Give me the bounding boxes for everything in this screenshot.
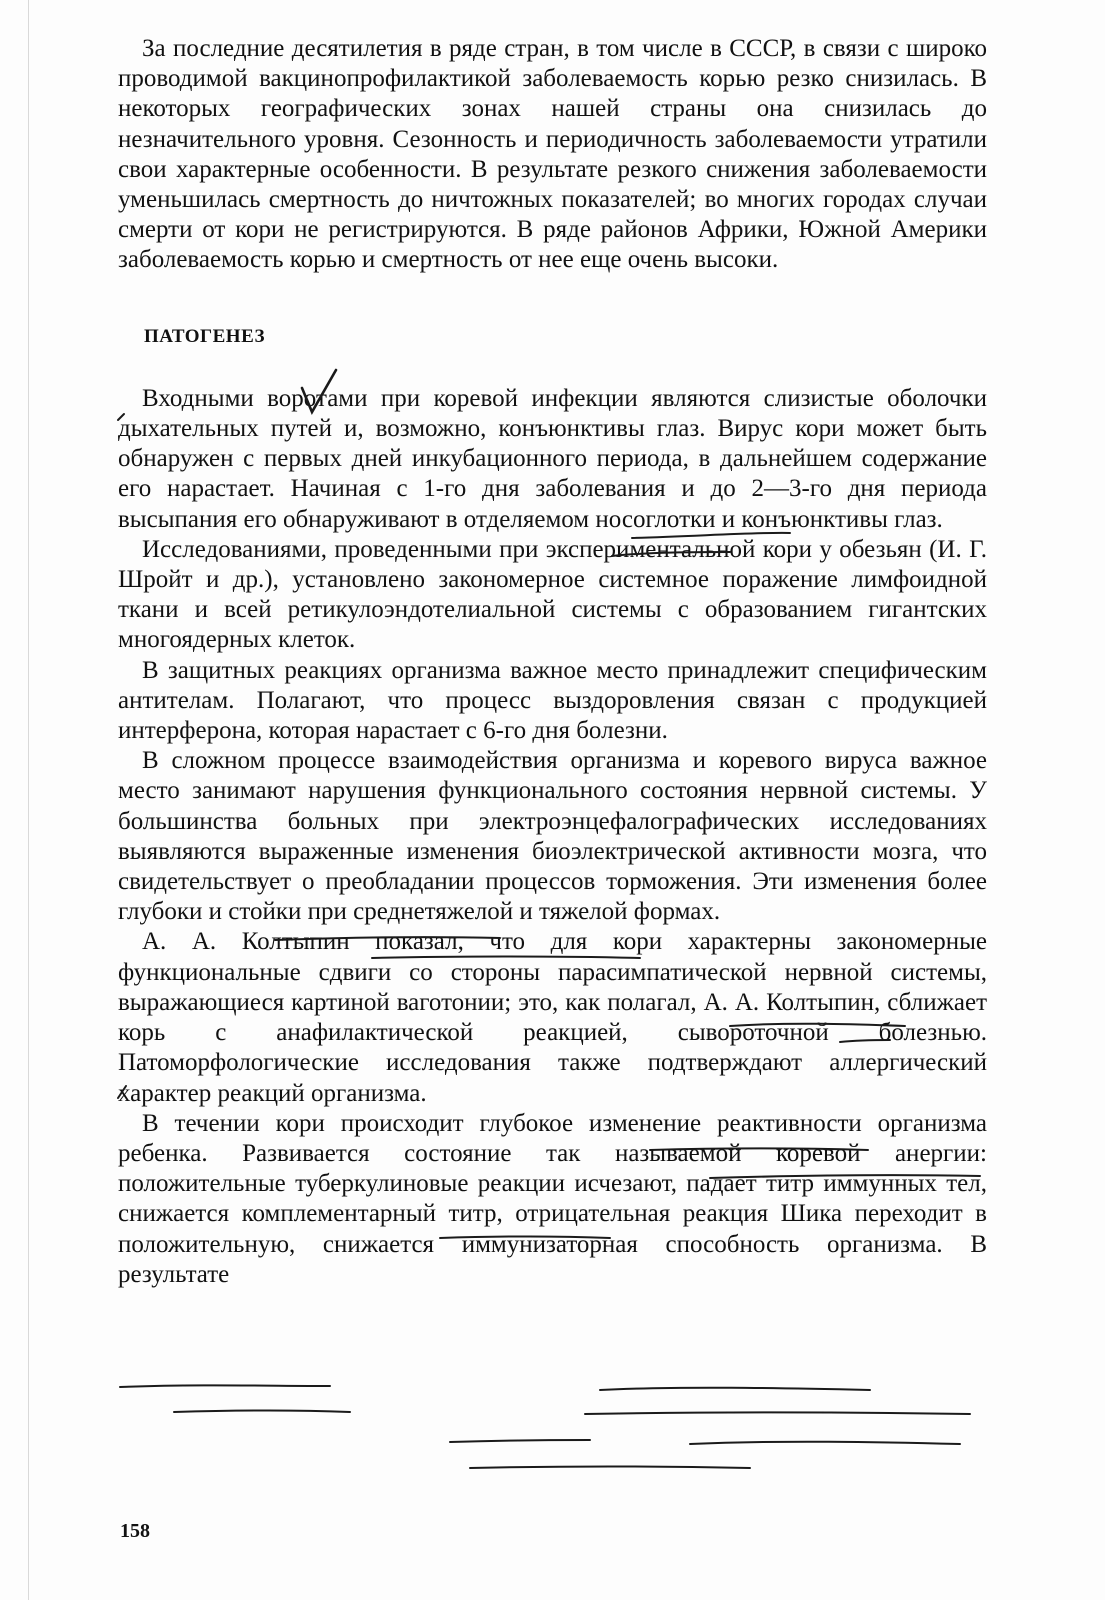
- underline-annotation: [470, 1467, 750, 1469]
- paragraph-koltypin: А. А. Колтыпин показал, что для кори характерны закономерные функциональные сдвиги со стороны парасимпатической нервной системы, выражающиеся картиной ваготонии; это, как полагал, А. А. Колтыпин, сближает корь с анафилактической реакцией, сывороточной болезнью. Патоморфологические исследования также подтверждают аллергический характер реакций организма.: [118, 928, 987, 1107]
- section-heading: ПАТОГЕНЕЗ: [144, 325, 266, 347]
- paragraph-nervous-system: В сложном процессе взаимодействия организма и коревого вируса важное место занимают нарушения функционального состояния нервной системы. У большинства больных при электроэнцефалографических исследованиях выявляются выраженные изменения биоэлектрической активности мозга, что свидетельствует о преобладании процессов торможения. Эти изменения более глубоки и стойки при среднетяжелой и тяжелой формах.: [118, 747, 987, 926]
- paragraph-antibodies: В защитных реакциях организма важное место принадлежит специфическим антителам. Полагают, что процесс выздоровления связан с продукцией интерферона, которая нарастает с 6-го дня болезни.: [118, 656, 987, 745]
- scan-edge: [28, 0, 29, 1600]
- page-number: 158: [120, 1520, 150, 1542]
- underline-annotation: [600, 1388, 870, 1390]
- page-text: [118, 34, 987, 1290]
- paragraph-anergy: В течении кори происходит глубокое изменение реактивности организма ребенка. Развивается состояние так называемой коревой анергии: положительные туберкулиновые реакции исчезают, падает титр иммунных тел, снижается комплементарный титр, отрицательная реакция Шика переходит в положительную, снижается иммунизаторная способность организма. В результате: [118, 1109, 987, 1288]
- underline-annotation: [174, 1411, 350, 1413]
- underline-annotation: [450, 1440, 590, 1442]
- underline-annotation: [690, 1442, 960, 1444]
- intro-paragraph: За последние десятилетия в ряде стран, в том числе в СССР, в связи с широко проводимой вакцинопрофилактикой заболеваемость корью резко снизилась. В некоторых географических зонах нашей страны она снизилась до незначительного уровня. Сезонность и периодичность заболеваемости утратили свои характерные особенности. В результате резкого снижения заболеваемости уменьшилась смертность до ничтожных показателей; во многих городах случаи смерти от кори не регистрируются. В ряде районов Африки, Южной Америки заболеваемость корью и смертность от нее еще очень высоки.: [118, 35, 987, 274]
- underline-annotation: [120, 1385, 330, 1387]
- underline-annotation: [585, 1413, 970, 1415]
- paragraph-entry-gates: Входными воротами при коревой инфекции являются слизистые оболочки дыхательных путей и, возможно, конъюнктивы глаз. Вирус кори может быть обнаружен с первых дней инкубационного периода, в дальнейшем содержание его нарастает. Начиная с 1-го дня заболевания и до 2—3-го дня периода высыпания его обнаруживают в отделяемом носоглотки и конъюнктивы глаз.: [118, 384, 987, 533]
- paragraph-experimental-measles: Исследованиями, проведенными при экспериментальной кори у обезьян (И. Г. Шройт и др.), установлено закономерное системное поражение лимфоидной ткани и всей ретикулоэндотелиальной системы с образованием гигантских многоядерных клеток.: [118, 535, 987, 654]
